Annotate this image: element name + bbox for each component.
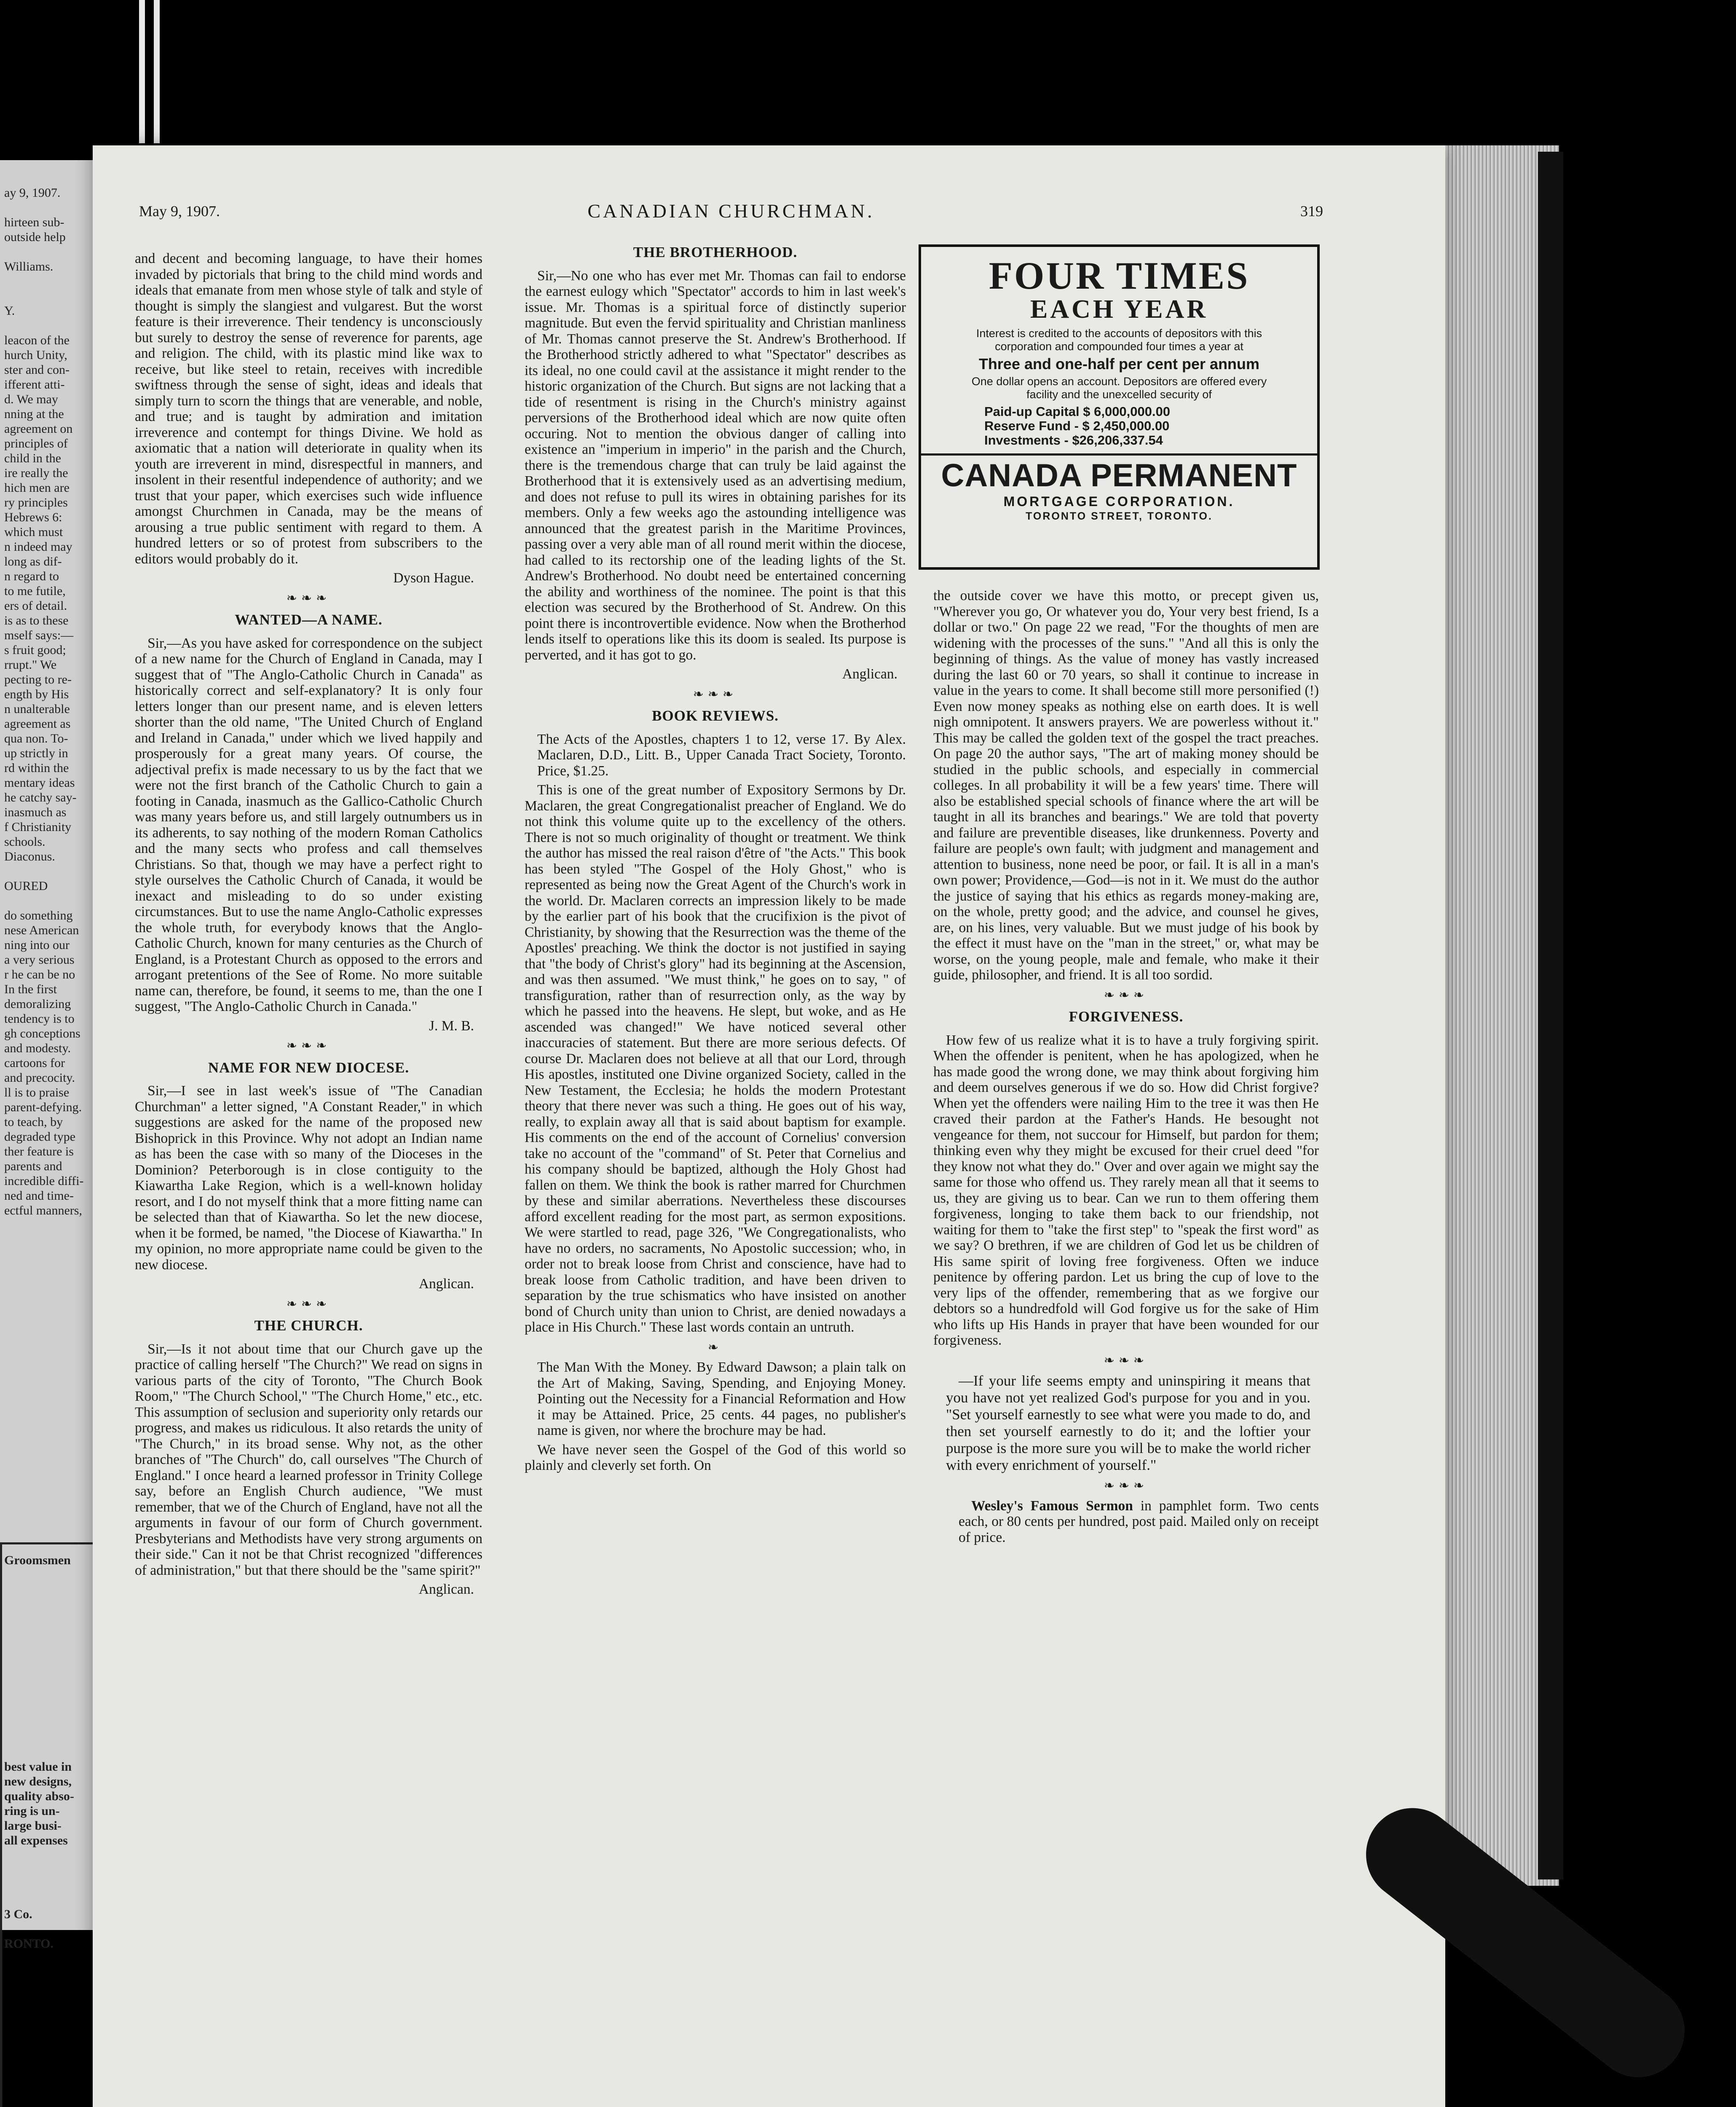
film-mark [154, 0, 160, 143]
section-title-the-church: THE CHURCH. [254, 1317, 363, 1334]
film-mark [139, 0, 145, 143]
bank-advertisement [919, 244, 1320, 570]
page-number: 319 [1300, 203, 1323, 220]
page-header [139, 202, 1323, 228]
book-citation: The Acts of the Apostles, chapters 1 to 12, verse 17. By Alex. Maclaren, D.D., Litt. B., Upper Canada Tract Society, Toronto. Price, $1.25. [537, 731, 906, 779]
signature: Anglican. [418, 1582, 474, 1597]
signature: Anglican. [418, 1276, 474, 1292]
section-title-brotherhood: THE BROTHERHOOD. [633, 244, 798, 260]
section-title-forgiveness: FORGIVENESS. [1069, 1008, 1184, 1025]
review-continued: the outside cover we have this motto, or precept given us, "Wherever you go, Or whatever you do, Your very best friend, Is a dollar or two." On page 22 we read, "For the thoughts of men are widening with the processes of the suns." "And all this is only the beginning of things. As the value of money has vastly increased during the last 60 or 70 years, so shall it continue to increase in value in the years to come. It shall become still more personified (!) Even now money speaks as nothing else on earth does. It is well nigh omnipotent. It answers prayers. We are powerless without it." This may be called the golden text of the gospel the tract preaches. On page 20 the author says, "The art of making money should be studied in the public schools, and especially in commercial colleges. In all probability it will be a few years' time. There will also be established special schools of finance where the art will be taught in all its branches and bearings." We are told that poverty and failure are preventible diseases, like drunkenness. Poverty and failure are people's own fault; with judgment and management and attention to business, none need be poor, or fail. It is all in a man's own power; Providence,—God—is not in it. We must do the author the justice of saying that his ethics as regards money-making are, on the whole, pretty good; and the advice, and counsel he gives, are, on his lines, very valuable. But we must judge of his book by the effect it must have on the "man in the street," or, what may be worse, on the young people, male and female, who make it their guide, philosopher, and friend. It is all too sordid. [933, 588, 1319, 983]
notice-paragraph [959, 1498, 1319, 1546]
notice-lead: Wesley's Famous Sermon [971, 1498, 1133, 1514]
ad-reserve: Reserve Fund - $ 2,450,000.00 [984, 418, 1170, 433]
letter-body: Sir,—As you have asked for correspondence on the subject of a new name for the Church of England in Canada, may I suggest that of "The Anglo-Catholic Church in Canada" as historically correct and self-explanatory? It is only four letters longer than our present name, and is eleven letters shorter than the old name, "The United Church of England and Ireland in Canada," under which we lived happily and prosperously for a great many years. Of course, the adjectival prefix is made necessary to us by the fact that we were not the first branch of the Catholic Church to gain a footing in Canada, inasmuch as the Gallico-Catholic Church was many years before us, and still largely outnumbers us in its adherents, to say nothing of the modern Roman Catholics and the many sects who profess and call themselves Christians. So that, though we may have a perfect right to style ourselves the Catholic Church of Canada, it would be inexact and misleading to do so under existing circumstances. But to use the name Anglo-Catholic expresses the whole truth, for everybody knows that the Anglo-Catholic Church, known for many centuries as the Church of England, is a Protestant Church as opposed to the errors and arrogant pretentions of the See of Rome. No more suitable name can, therefore, be found, it seems to me, than the one I suggest, "The Anglo-Catholic Church in Canada." [135, 635, 482, 1014]
ad-investments: Investments - $26,206,337.54 [984, 433, 1163, 448]
ornament: ❧❧❧ [286, 1039, 331, 1053]
ornament: ❧❧❧ [286, 591, 331, 605]
ad-corporation: MORTGAGE CORPORATION. [1003, 494, 1235, 509]
quote-paragraph: —If your life seems empty and uninspiring it means that you have not yet realized God's purpose for you and in you. "Set yourself earnestly to see what were you made to do, and then set yourself earnestly to do it; and the loftier your purpose is the more sure you will be to make the world richer with every enrichment of yourself." [946, 1372, 1310, 1473]
ad-dollar-text: One dollar opens an account. Depositors are offered every facility and the unexcelled security of [971, 375, 1267, 401]
section-title-new-diocese: NAME FOR NEW DIOCESE. [208, 1059, 410, 1076]
ornament: ❧❧❧ [693, 687, 738, 701]
left-page-text: ay 9, 1907. hirteen sub- outside help Williams. Y. leacon of the hurch Unity, ster and con- ifferent atti- d. We may nning at the agreement on principles of child in the ire really the hich men are ry principles Hebrews 6: which must n indeed may long as dif- n regard to to me futile, ers of detail. is as to these mself says:— s fruit good; rrupt." We pecting to re- ength by His n unalterable agreement as qua non. To- up strictly in rd within the mentary ideas he catchy say- inasmuch as f Christianity schools. Diaconus. OURED do something nese American ning into our a very serious r he can be no In the first demoralizing tendency is to gh conceptions and modesty. cartoons for and precocity. ll is to praise parent-defying. to teach, by degraded type ther feature is parents and incredible diffi- ned and time- ectful manners, [4, 186, 84, 1217]
letter-body: Sir,—Is it not about time that our Church gave up the practice of calling herself "The Church?" We read on signs in various parts of the city of Toronto, "The Church Book Room," "The Church School," "The Church Home," etc., etc. This assumption of seclusion and superiority only retards our progress, and makes us ridiculous. It also retards the unity of "The Church," in its broad sense. Why not, as the other branches of "The Church" do, call ourselves "The Church of England." I once heard a learned professor in Trinity College say, before an English Church audience, "We must remember, that we of the Church of England, have not all the arguments in favour of our form of Church government. Presbyterians and Methodists have very strong arguments on their side." Can it not be that Christ recognized "differences of administration," but that there should be the "same spirit?" [135, 1341, 482, 1578]
ornament: ❧❧❧ [1104, 1353, 1149, 1367]
review-body: This is one of the great number of Expository Sermons by Dr. Maclaren, the great Congregationalist preacher of England. We do not think this volume quite up to the excellency of the others. There is not so much originality of thought or treatment. We think the author has missed the real raison d'être of "the Acts." This book has been styled "The Gospel of the Holy Ghost," who is represented as being now the Great Agent of the Church's work in the world. Dr. Maclaren corrects an impression likely to be made by the earlier part of his book that the crucifixion is the pivot of Christianity, by showing that the Resurrection was the theme of the Apostles' preaching. We think the doctor is not justified in saying that "the body of Christ's glory" had its beginning at the Ascension, and was then assumed. "We must think," he goes on to say, " of transfiguration, rather than of resurrection only, as the way by which he passed into the heavens. He slept, but woke, and as He ascended was changed!" We have noticed several other inaccuracies of statement. But there are more serious defects. Of course Dr. Maclaren does not believe at all that our Lord, through His apostles, instituted one Divine organized Society, called in the New Testament, the Ecclesia; he holds the modern Protestant theory that there never was such a thing. He goes out of his way, really, to explain away all that is said about baptism for example. His comments on the end of the account of Cornelius' conversion take no account of the "command" of St. Peter that Cornelius and his company should be baptized, although the Holy Ghost had fallen on them. We think the book is rather marred for Churchmen by these and similar aberrations. Nevertheless these discourses afford excellent reading for the most part, as sermon expositions. We were startled to read, page 326, "We Congregationalists, who have no orders, no sacraments, No Apostolic succession; who, in order not to break loose from Christ and conscience, have had to break loose from Catholic tradition, and have been driven to separation by the true schismatics who have insisted on another bond of Church unity than union to Christ, are denied nowadays a place in His Church." These last words contain an untruth. [525, 782, 906, 1335]
ornament: ❧❧❧ [286, 1297, 331, 1311]
ad-company-name: CANADA PERMANENT [941, 458, 1297, 493]
column-1 [135, 251, 482, 1602]
ornament: ❧ [707, 1340, 723, 1354]
left-page-ad-text: Groomsmen best value in new designs, quality abso- ring is un- large busi- all expenses 3 Co. RONTO. [4, 1553, 74, 1951]
signature: J. M. B. [429, 1018, 474, 1034]
column-2 [525, 244, 906, 1477]
ornament: ❧❧❧ [1104, 988, 1149, 1002]
review-body: We have never seen the Gospel of the God of this world so plainly and cleverly set forth. On [525, 1442, 906, 1473]
column-3 [933, 588, 1319, 1549]
letter-body: Sir,—No one who has ever met Mr. Thomas can fail to endorse the earnest eulogy which "Spectator" accords to him in last week's issue. Mr. Thomas is a spiritual force of distinctly superior magnitude. But even the fervid spirituality and Christian manliness of Mr. Thomas cannot preserve the St. Andrew's Brotherhood. If the Brotherhood strictly adhered to what "Spectator" describes as its ideal, no one could cavil at the assistance it might render to the historic organization of the Church. But signs are not lacking that a tide of resentment is rising in the Church's ministry against perversions of the Brotherhood ideal which are now quite often occuring. Not to mention the obvious danger of calling into existence an "imperium in imperio" in the parish and the Church, there is the tremendous charge that can truly be laid against the Brotherhood that it is extensively used as an advertising medium, and does not refuse to pull its wires in obtaining parishes for its members. Only a few weeks ago the astounding intelligence was announced that the greatest parish in the Maritime Provinces, passing over a very able man of all round merit within the diocese, had called to its rectorship one of the leading lights of the St. Andrew's Brotherhood. No doubt need be entertained concerning the ability and worthiness of the nominee. The point is that this election was secured by the Brotherhood of St. Andrew. On this point there is incontrovertible evidence. Now when the Brotherhod lends itself to operations like this its doom is sealed. Its purpose is perverted, and it has got to go. [525, 268, 906, 663]
ad-interest-text: Interest is credited to the accounts of depositors with this corporation and compounded four times a year at [976, 327, 1262, 353]
article-body: How few of us realize what it is to have a truly forgiving spirit. When the offender is penitent, when he has apologized, when he has made good the wrong done, we may think about forgiving him and deem ourselves generous if we do so. How did Christ forgive? When yet the offenders were nailing Him to the tree it was then He craved their pardon at the Father's Hands. He besought not vengeance for them, not succour for Himself, but pardon for them; thinking even why they might be excused for their cruel deed "for they know not what they do." Over and over again we might say the same for those who offend us. They rarely mean all that it seems to us, they are giving us to bear. Can we run to them offering them forgiveness, longing to take them back to our friendship, not waiting for them to "take the first step" to "speak the first word" as we say? O brethren, if we are children of God let us be children of His same spirit of loving free forgiveness. Often we induce penitence by offering pardon. Let us bring the cup of love to the very lips of the offender, remembering that as we forgive our debtors so a hundredfold will God forgive us for the sake of Him who lifts up His Hands in prayer that have been wounded for our forgiveness. [933, 1032, 1319, 1348]
book-citation: The Man With the Money. By Edward Dawson; a plain talk on the Art of Making, Saving, Spending, and Enjoying Money. Pointing out the Necessity for a Financial Reformation and How it may be Attained. Price, 25 cents. 44 pages, no publisher's name is given, nor where the brochure may be had. [537, 1359, 906, 1438]
left-page-ad-box [0, 1542, 105, 2107]
signature: Dyson Hague. [393, 570, 474, 586]
issue-date: May 9, 1907. [139, 203, 220, 220]
letter-body: Sir,—I see in last week's issue of "The Canadian Churchman" a letter signed, "A Constant Reader," in which suggestions are asked for the name of the proposed new Bishoprick in this Province. Why not adopt an Indian name as has been the case with so many of the Dioceses in the Dominion? Peterborough is in close contiguity to the Kiawartha Lake Region, which is a well-known holiday resort, and I do not myself think that a more fitting name can be selected than that of Kiawartha. So let the new diocese, when it be formed, be named, "the Diocese of Kiawartha." In my opinion, no more appropriate name could be given to the new diocese. [135, 1083, 482, 1273]
ad-divider [921, 453, 1317, 456]
publication-title: CANADIAN CHURCHMAN. [587, 200, 875, 222]
gutter-shadow [1538, 152, 1563, 1879]
section-title-wanted-a-name: WANTED—A NAME. [235, 611, 383, 628]
ornament: ❧❧❧ [1104, 1479, 1149, 1493]
ad-subheadline: EACH YEAR [1030, 295, 1208, 324]
section-title-book-reviews: BOOK REVIEWS. [652, 708, 779, 724]
notice-body: in pamphlet form. Two cents each, or 80 cents per hundred, post paid. Mailed only on receipt of price. [959, 1498, 1319, 1545]
ad-capital: Paid-up Capital $ 6,000,000.00 [984, 404, 1171, 419]
signature: Anglican. [842, 666, 897, 682]
ad-headline: FOUR TIMES [989, 254, 1250, 297]
ad-rate: Three and one-half per cent per annum [978, 355, 1260, 373]
continued-letter: and decent and becoming language, to have their homes invaded by pictorials that bring to the child mind words and ideals that emanate from men whose style of talk and style of thought is simply the slangiest and vulgarest. But the worst feature is their irreverence. Their tendency is unconsciously but surely to destroy the sense of reverence for parents, age and religion. The child, with its plastic mind like wax to receive, but like steel to retain, receives with incredible swiftness through the sense of sight, ideas and ideals that simply turn to scorn the things that are venerable, and noble, and true; and is taught by admiration and imitation irreverence and contempt for things Divine. We hold as axiomatic that a nation will deteriorate in quality when its youth are irreverent in mind, disrespectful in manners, and insolent in their resentful independence of authority; and we trust that your paper, which exercises such wide influence amongst Churchmen in Canada, may be the means of arousing a true public sentiment with regard to them. A hundred letters or so of protest from subscribers to the editors would probably do it. [135, 251, 482, 567]
ad-address: TORONTO STREET, TORONTO. [1026, 510, 1213, 522]
